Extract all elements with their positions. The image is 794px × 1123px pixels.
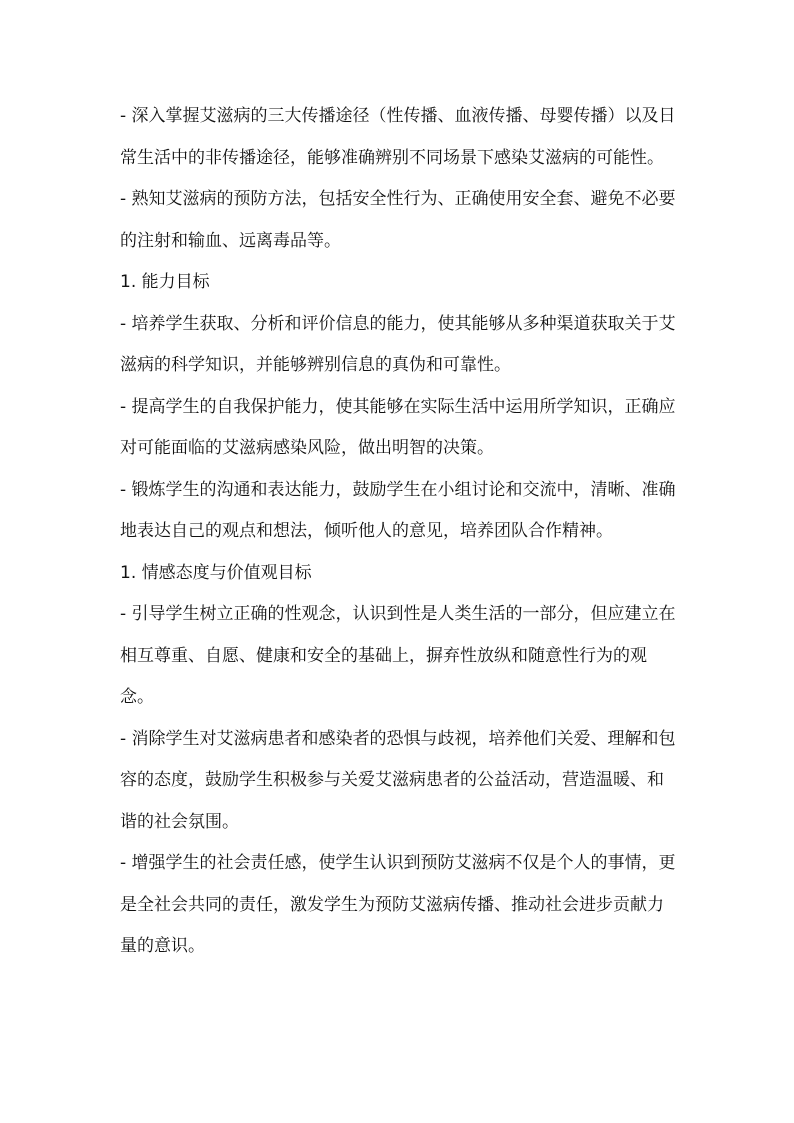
paragraph-transmission-routes: - 深入掌握艾滋病的三大传播途径（性传播、血液传播、母婴传播）以及日常生活中的非传播途径，能够准确辨别不同场景下感染艾滋病的可能性。 <box>120 106 676 168</box>
paragraph-prevention-methods: - 熟知艾滋病的预防方法，包括安全性行为、正确使用安全套、避免不必要的注射和输血、远离毒品等。 <box>120 189 676 251</box>
paragraph-communication: - 锻炼学生的沟通和表达能力，鼓励学生在小组讨论和交流中，清晰、准确地表达自己的观点和想法，倾听他人的意见，培养团队合作精神。 <box>120 479 676 541</box>
paragraph-anti-discrimination: - 消除学生对艾滋病患者和感染者的恐惧与歧视，培养他们关爱、理解和包容的态度，鼓励学生积极参与关爱艾滋病患者的公益活动，营造温暖、和谐的社会氛围。 <box>120 728 676 832</box>
paragraph-social-responsibility: - 增强学生的社会责任感，使学生认识到预防艾滋病不仅是个人的事情，更是全社会共同的责任，激发学生为预防艾滋病传播、推动社会进步贡献力量的意识。 <box>120 853 676 956</box>
heading-ability-goals: 1. 能力目标 <box>120 272 210 292</box>
paragraph-sexual-values: - 引导学生树立正确的性观念，认识到性是人类生活的一部分，但应建立在相互尊重、自愿、健康和安全的基础上，摒弃性放纵和随意性行为的观念。 <box>120 604 676 707</box>
heading-values-goals: 1. 情感态度与价值观目标 <box>120 562 312 583</box>
paragraph-information-ability: - 培养学生获取、分析和评价信息的能力，使其能够从多种渠道获取关于艾滋病的科学知识，并能够辨别信息的真伪和可靠性。 <box>120 313 676 375</box>
paragraph-self-protection: - 提高学生的自我保护能力，使其能够在实际生活中运用所学知识，正确应对可能面临的艾滋病感染风险，做出明智的决策。 <box>120 396 676 458</box>
document-body <box>120 96 680 968</box>
